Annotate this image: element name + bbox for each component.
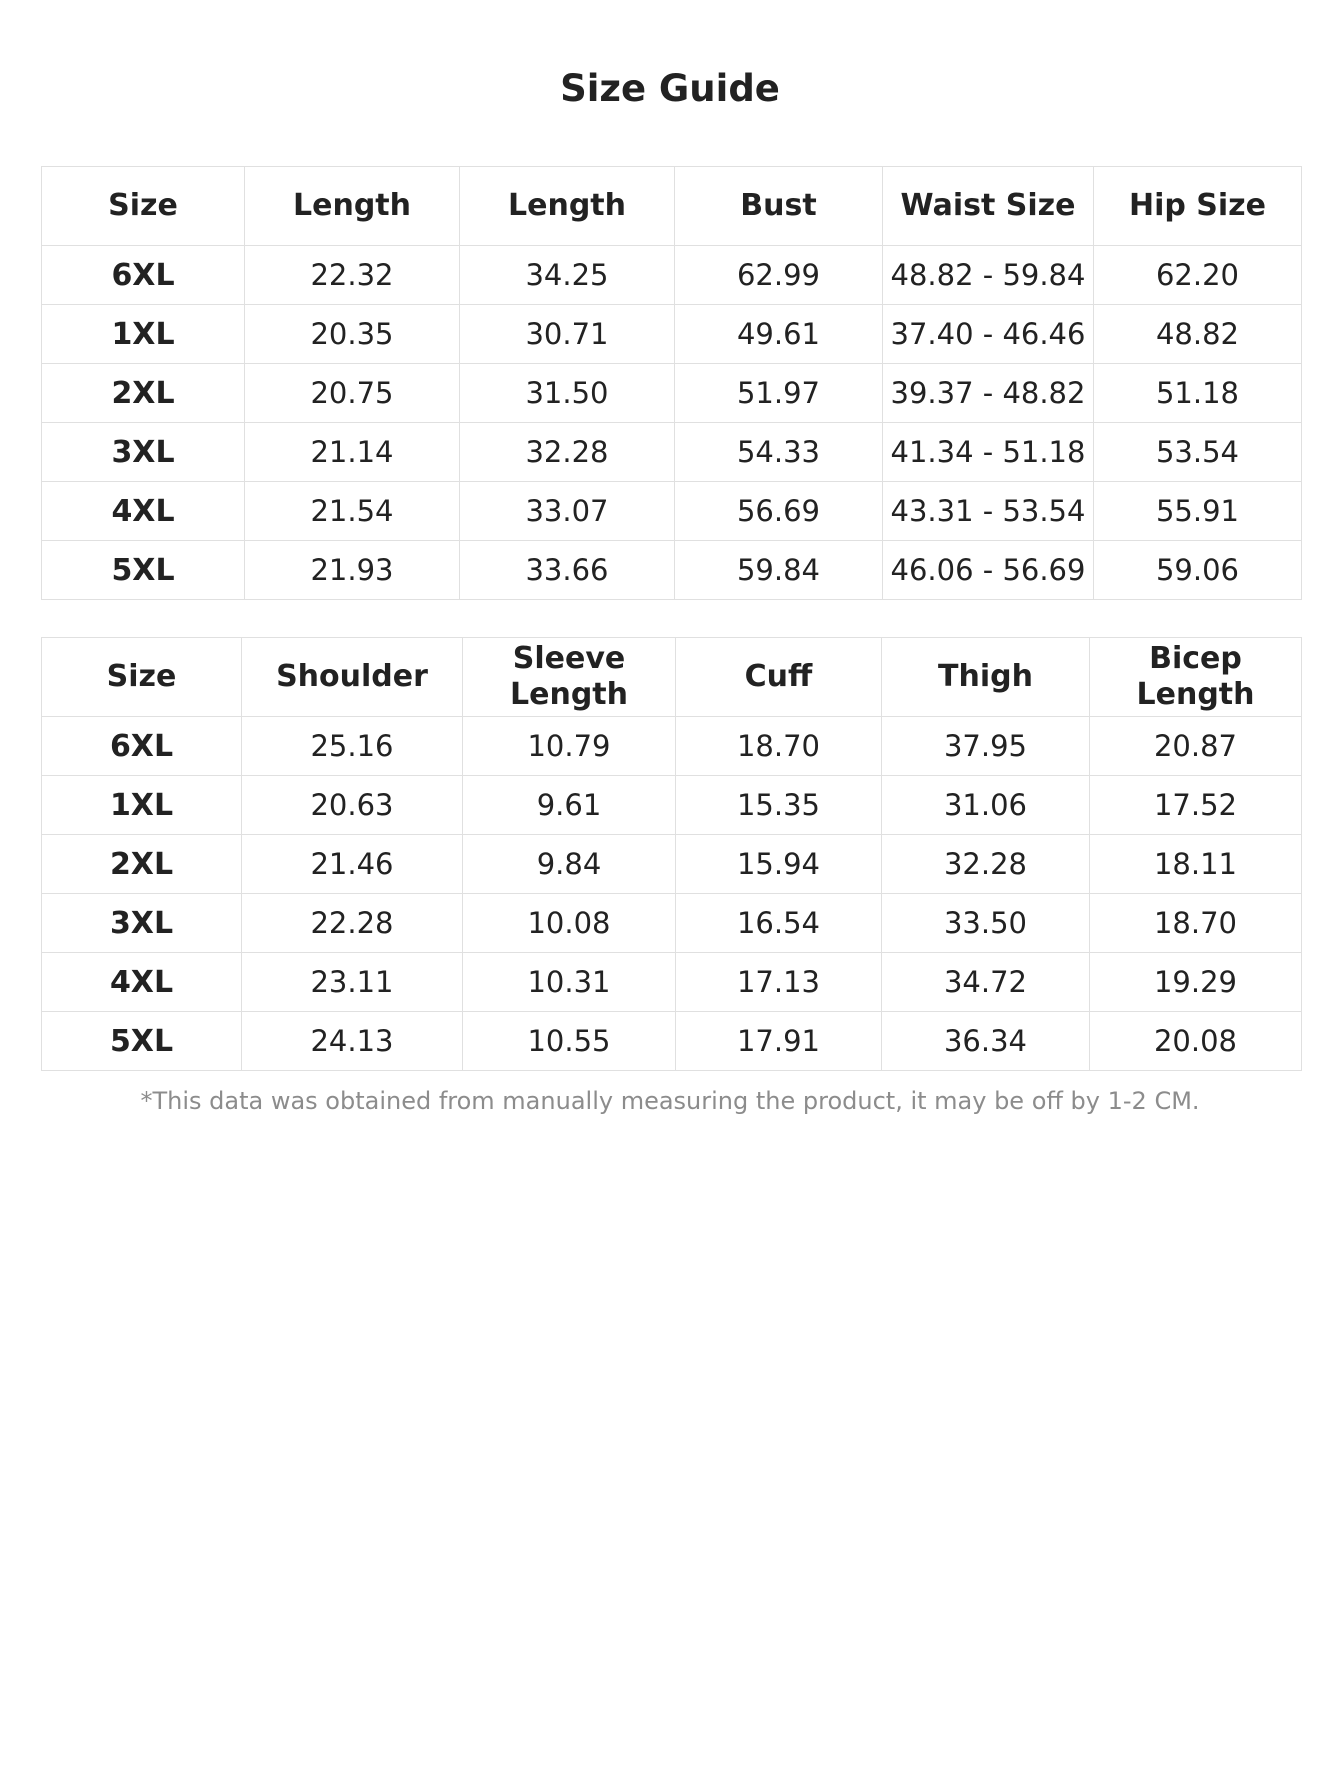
length-cell: 34.25	[460, 246, 675, 305]
sleeve-length-cell: 9.61	[463, 776, 676, 835]
column-header-sleeve-length: Sleeve Length	[463, 638, 676, 717]
length-cell: 32.28	[460, 423, 675, 482]
length-cell: 31.50	[460, 364, 675, 423]
length-cell: 33.66	[460, 541, 675, 600]
shoulder-cell: 22.28	[242, 894, 463, 953]
shoulder-cell: 20.63	[242, 776, 463, 835]
hip-size-cell: 51.18	[1094, 364, 1302, 423]
length-cell: 21.14	[245, 423, 460, 482]
size-cell: 5XL	[42, 541, 245, 600]
cuff-cell: 17.13	[676, 953, 882, 1012]
column-header-size: Size	[42, 638, 242, 717]
length-cell: 20.35	[245, 305, 460, 364]
column-header-length-2: Length	[460, 167, 675, 246]
shoulder-cell: 24.13	[242, 1012, 463, 1071]
table-header-row	[42, 638, 1302, 717]
length-cell: 21.93	[245, 541, 460, 600]
waist-size-cell: 48.82 - 59.84	[883, 246, 1094, 305]
cuff-cell: 16.54	[676, 894, 882, 953]
bicep-length-cell: 18.11	[1090, 835, 1302, 894]
bicep-length-cell: 17.52	[1090, 776, 1302, 835]
table-row	[42, 246, 1302, 305]
size-cell: 2XL	[42, 835, 242, 894]
cuff-cell: 17.91	[676, 1012, 882, 1071]
column-header-shoulder: Shoulder	[242, 638, 463, 717]
table-row	[42, 776, 1302, 835]
column-header-hip-size: Hip Size	[1094, 167, 1302, 246]
table-row	[42, 541, 1302, 600]
page-title: Size Guide	[560, 67, 780, 110]
size-cell: 4XL	[42, 953, 242, 1012]
cuff-cell: 18.70	[676, 717, 882, 776]
hip-size-cell: 59.06	[1094, 541, 1302, 600]
table-row	[42, 482, 1302, 541]
length-cell: 30.71	[460, 305, 675, 364]
column-header-length: Length	[245, 167, 460, 246]
waist-size-cell: 41.34 - 51.18	[883, 423, 1094, 482]
hip-size-cell: 62.20	[1094, 246, 1302, 305]
sleeve-length-cell: 10.55	[463, 1012, 676, 1071]
table-row	[42, 1012, 1302, 1071]
size-cell: 6XL	[42, 246, 245, 305]
size-cell: 2XL	[42, 364, 245, 423]
waist-size-cell: 43.31 - 53.54	[883, 482, 1094, 541]
column-header-bicep-length: Bicep Length	[1090, 638, 1302, 717]
bicep-length-cell: 19.29	[1090, 953, 1302, 1012]
waist-size-cell: 37.40 - 46.46	[883, 305, 1094, 364]
bust-cell: 62.99	[675, 246, 883, 305]
waist-size-cell: 46.06 - 56.69	[883, 541, 1094, 600]
bust-cell: 49.61	[675, 305, 883, 364]
table-row	[42, 953, 1302, 1012]
length-cell: 20.75	[245, 364, 460, 423]
size-table-body-measurements	[41, 166, 1302, 600]
bicep-length-cell: 20.08	[1090, 1012, 1302, 1071]
size-cell: 6XL	[42, 717, 242, 776]
hip-size-cell: 48.82	[1094, 305, 1302, 364]
thigh-cell: 32.28	[882, 835, 1090, 894]
bicep-length-cell: 20.87	[1090, 717, 1302, 776]
shoulder-cell: 21.46	[242, 835, 463, 894]
column-header-waist-size: Waist Size	[883, 167, 1094, 246]
shoulder-cell: 23.11	[242, 953, 463, 1012]
table-header-row	[42, 167, 1302, 246]
length-cell: 33.07	[460, 482, 675, 541]
size-cell: 1XL	[42, 305, 245, 364]
column-header-thigh: Thigh	[882, 638, 1090, 717]
column-header-size: Size	[42, 167, 245, 246]
thigh-cell: 37.95	[882, 717, 1090, 776]
table-row	[42, 364, 1302, 423]
thigh-cell: 34.72	[882, 953, 1090, 1012]
cuff-cell: 15.35	[676, 776, 882, 835]
length-cell: 22.32	[245, 246, 460, 305]
thigh-cell: 33.50	[882, 894, 1090, 953]
size-cell: 3XL	[42, 894, 242, 953]
column-header-bust: Bust	[675, 167, 883, 246]
bust-cell: 51.97	[675, 364, 883, 423]
thigh-cell: 31.06	[882, 776, 1090, 835]
measurement-disclaimer: *This data was obtained from manually measuring the product, it may be off by 1-2 CM.	[140, 1087, 1200, 1115]
thigh-cell: 36.34	[882, 1012, 1090, 1071]
size-cell: 4XL	[42, 482, 245, 541]
table-row	[42, 717, 1302, 776]
length-cell: 21.54	[245, 482, 460, 541]
bicep-length-cell: 18.70	[1090, 894, 1302, 953]
size-cell: 3XL	[42, 423, 245, 482]
hip-size-cell: 55.91	[1094, 482, 1302, 541]
table-row	[42, 423, 1302, 482]
sleeve-length-cell: 10.31	[463, 953, 676, 1012]
waist-size-cell: 39.37 - 48.82	[883, 364, 1094, 423]
size-table-limb-measurements	[41, 637, 1302, 1071]
sleeve-length-cell: 9.84	[463, 835, 676, 894]
table-row	[42, 835, 1302, 894]
sleeve-length-cell: 10.08	[463, 894, 676, 953]
column-header-cuff: Cuff	[676, 638, 882, 717]
size-cell: 1XL	[42, 776, 242, 835]
hip-size-cell: 53.54	[1094, 423, 1302, 482]
sleeve-length-cell: 10.79	[463, 717, 676, 776]
size-cell: 5XL	[42, 1012, 242, 1071]
bust-cell: 54.33	[675, 423, 883, 482]
shoulder-cell: 25.16	[242, 717, 463, 776]
bust-cell: 56.69	[675, 482, 883, 541]
bust-cell: 59.84	[675, 541, 883, 600]
table-row	[42, 305, 1302, 364]
table-row	[42, 894, 1302, 953]
cuff-cell: 15.94	[676, 835, 882, 894]
